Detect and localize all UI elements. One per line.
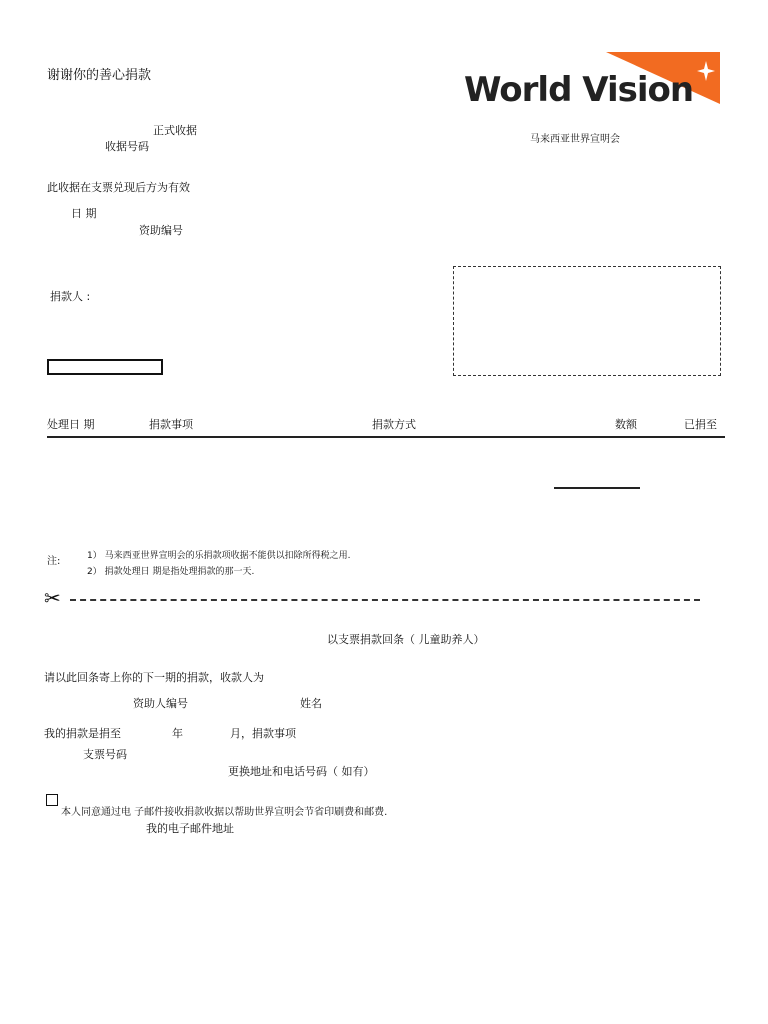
scissors-icon: ✂ bbox=[44, 586, 61, 610]
table-header-rule bbox=[47, 436, 725, 438]
address-window-box bbox=[453, 266, 721, 376]
cut-line bbox=[70, 599, 700, 601]
email-address-label: 我的电子邮件地址 bbox=[146, 822, 234, 835]
col-amount: 数额 bbox=[615, 418, 637, 431]
thanks-heading: 谢谢你的善心捐款 bbox=[47, 68, 152, 83]
official-receipt-label: 正式收据 bbox=[153, 124, 197, 137]
slip-change-address-label: 更换地址和电话号码（ 如有） bbox=[228, 765, 375, 778]
note-item-2: 2） 捐款处理日 期是指处理捐款的那一天. bbox=[87, 567, 255, 577]
col-processing-date: 处理日 期 bbox=[47, 418, 95, 431]
col-donation-item: 捐款事项 bbox=[149, 418, 193, 431]
slip-title: 以支票捐款回条（ 儿童助养人） bbox=[327, 633, 485, 646]
slip-month-item-label: 月，捐款事项 bbox=[230, 727, 296, 740]
col-paid-until: 已捐至 bbox=[684, 418, 717, 431]
slip-name-label: 姓名 bbox=[300, 697, 322, 710]
amount-total-rule bbox=[554, 487, 640, 489]
col-payment-method: 捐款方式 bbox=[372, 418, 416, 431]
cheque-validity-note: 此收据在支票兑现后方为有效 bbox=[47, 181, 190, 194]
reference-box bbox=[47, 359, 163, 375]
slip-year-label: 年 bbox=[172, 727, 183, 740]
donor-label: 捐款人 : bbox=[50, 290, 91, 303]
sponsor-number-label: 资助编号 bbox=[139, 224, 183, 237]
slip-instruction: 请以此回条寄上你的下一期的捐款，收款人为 bbox=[44, 671, 264, 684]
world-vision-logo: World Vision bbox=[464, 70, 694, 110]
slip-sponsor-number-label: 资助人编号 bbox=[133, 697, 188, 710]
note-item-1: 1） 马来西亚世界宣明会的乐捐款项收据不能供以扣除所得税之用. bbox=[87, 551, 351, 561]
date-label: 日 期 bbox=[71, 207, 97, 220]
email-consent-checkbox[interactable] bbox=[46, 794, 58, 806]
slip-paid-until-label: 我的捐款是捐至 bbox=[44, 727, 121, 740]
org-name: 马来西亚世界宣明会 bbox=[530, 134, 620, 145]
slip-cheque-number-label: 支票号码 bbox=[83, 748, 127, 761]
receipt-number-label: 收据号码 bbox=[105, 140, 149, 153]
email-consent-text: 本人同意通过电 子邮件接收捐款收据以帮助世界宣明会节省印刷费和邮费. bbox=[61, 807, 388, 818]
notes-label: 注: bbox=[47, 556, 61, 567]
